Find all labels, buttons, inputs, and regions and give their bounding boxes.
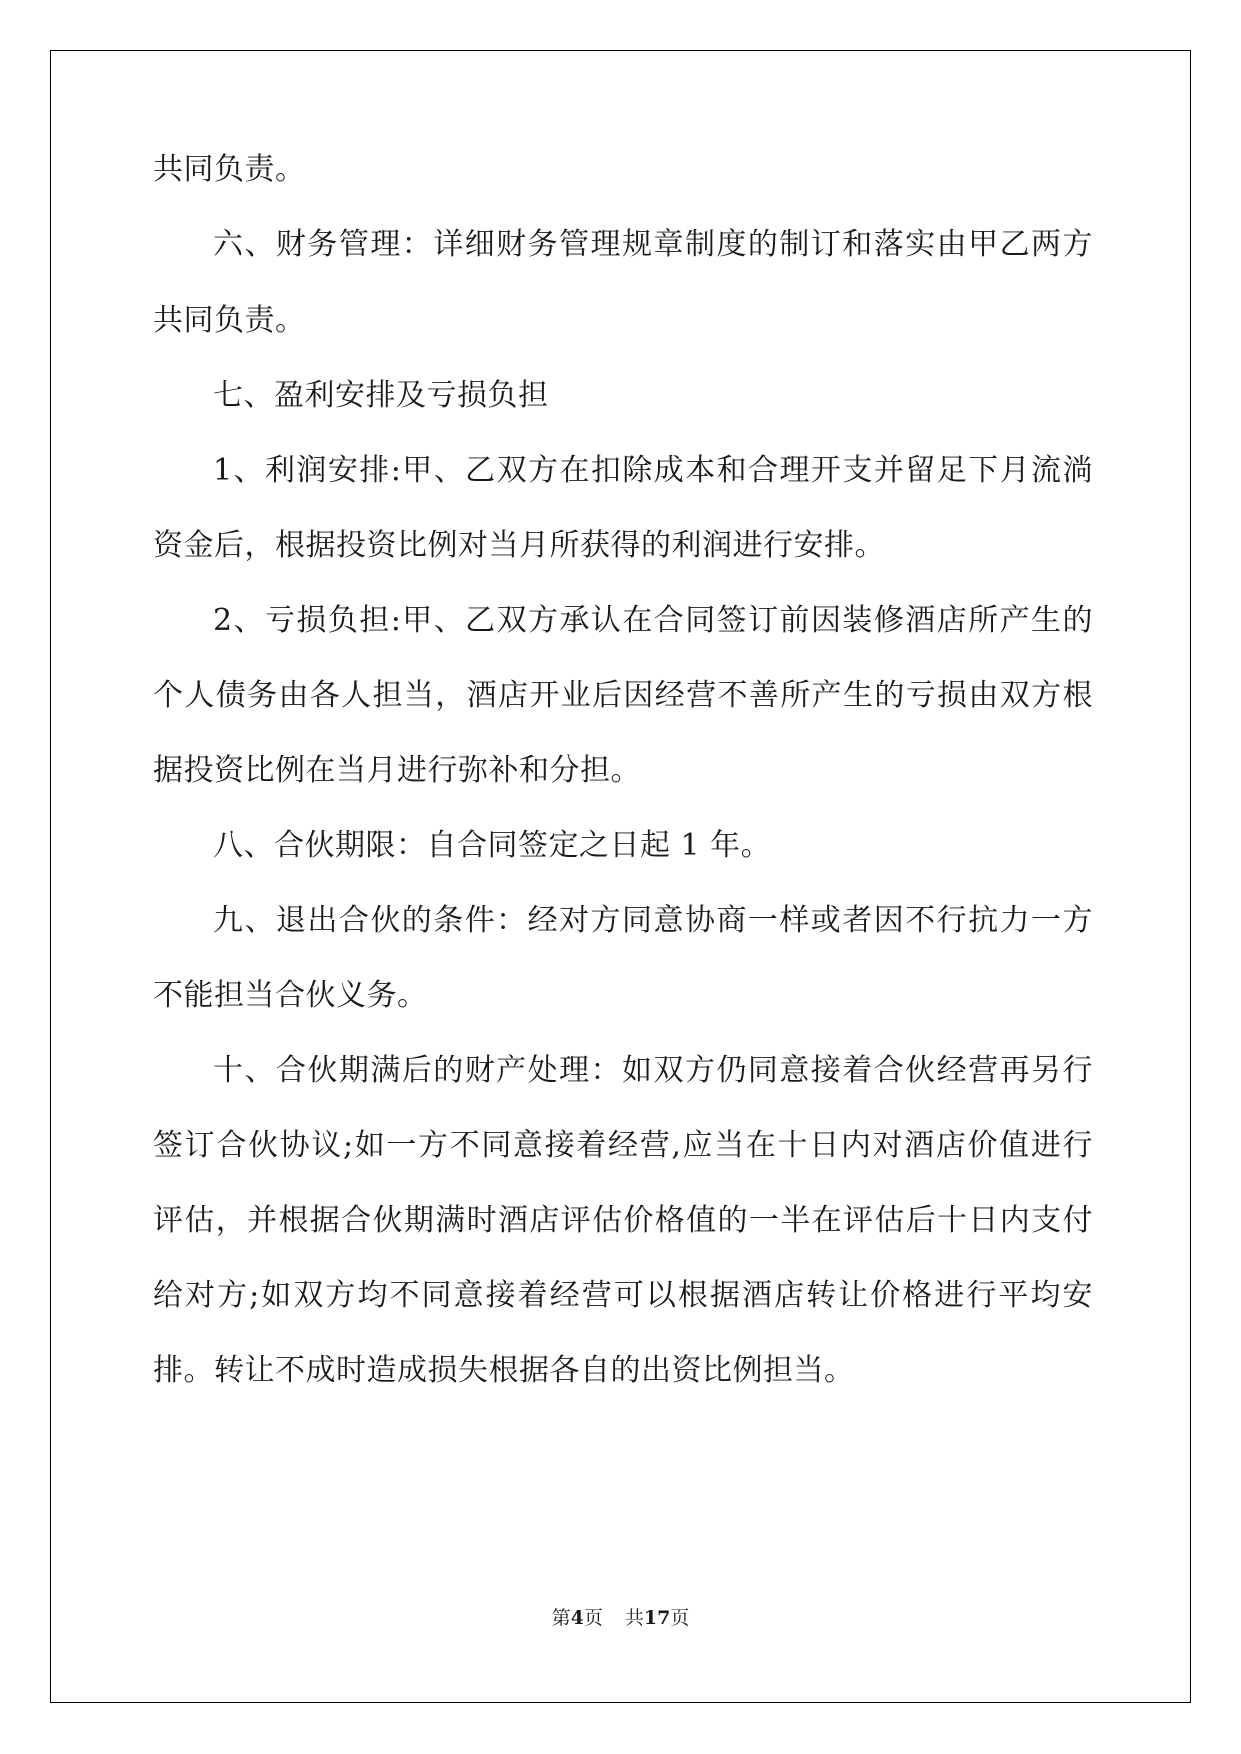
page-prefix: 第 <box>551 1607 571 1629</box>
text-line: 七、盈利安排及亏损负担 <box>213 378 549 413</box>
text-line: 资金后，根据投资比例对当月所获得的利润进行安排。 <box>153 528 885 563</box>
total-suffix: 页 <box>670 1607 690 1629</box>
text-line: 评估，并根据合伙期满时酒店评估价格值的一半在评估后十日内支付 <box>153 1203 1093 1238</box>
page-number: 4 <box>570 1607 584 1629</box>
text-line: 排。转让不成时造成损失根据各自的出资比例担当。 <box>153 1353 855 1388</box>
text-line: 签订合伙协议;如一方不同意接着经营,应当在十日内对酒店价值进行 <box>153 1128 1093 1163</box>
total-pages: 17 <box>643 1607 671 1629</box>
text-line: 不能担当合伙义务。 <box>153 978 428 1013</box>
text-line: 给对方;如双方均不同意接着经营可以根据酒店转让价格进行平均安 <box>153 1278 1093 1313</box>
text-line: 九、退出合伙的条件：经对方同意协商一样或者因不行抗力一方 <box>213 903 1093 938</box>
text-line: 共同负责。 <box>153 152 306 187</box>
text-line: 十、合伙期满后的财产处理：如双方仍同意接着合伙经营再另行 <box>213 1053 1093 1088</box>
text-line: 六、财务管理：详细财务管理规章制度的制订和落实由甲乙两方 <box>213 227 1093 262</box>
page-footer <box>0 1603 1241 1630</box>
page-suffix: 页 <box>583 1607 603 1629</box>
text-line: 个人债务由各人担当，酒店开业后因经营不善所产生的亏损由双方根 <box>153 678 1093 713</box>
text-line: 八、合伙期限：自合同签定之日起 1 年。 <box>213 828 772 863</box>
page-border <box>50 50 1191 1703</box>
total-prefix: 共 <box>624 1607 644 1629</box>
text-line: 2、亏损负担:甲、乙双方承认在合同签订前因装修酒店所产生的 <box>213 603 1093 638</box>
text-line: 共同负责。 <box>153 303 306 338</box>
text-line: 1、利润安排:甲、乙双方在扣除成本和合理开支并留足下月流淌 <box>213 453 1093 488</box>
text-line: 据投资比例在当月进行弥补和分担。 <box>153 753 641 788</box>
